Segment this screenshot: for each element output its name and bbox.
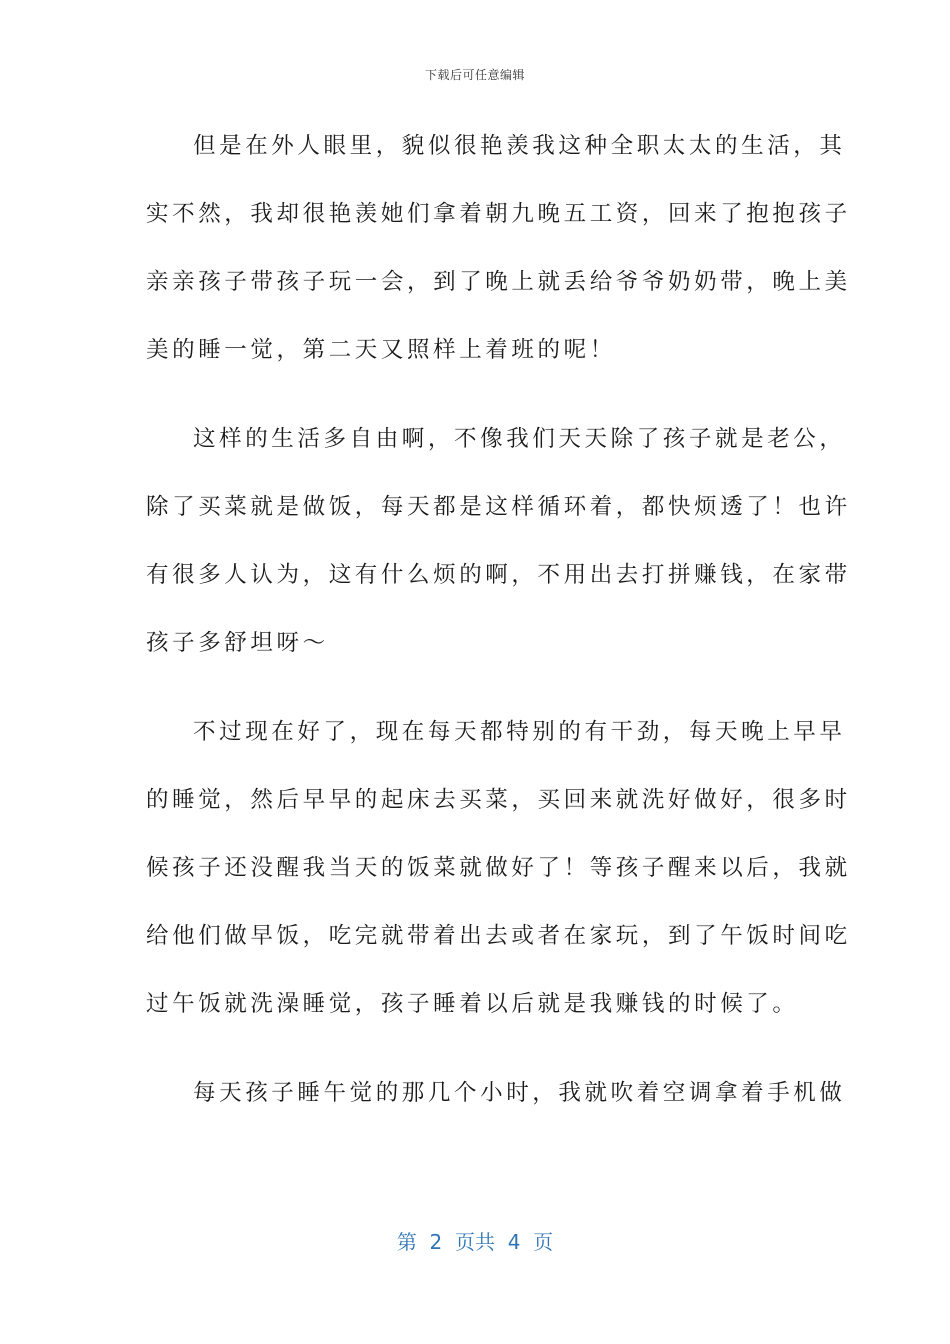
paragraph — [146, 421, 851, 693]
page-header: 下载后可任意编辑 — [424, 68, 525, 82]
paragraph-spacer — [146, 693, 796, 714]
paragraph-spacer — [146, 400, 796, 421]
paragraph-spacer — [146, 1054, 796, 1075]
paragraph-line: 有很多人认为，这有什么烦的啊，不用出去打拼赚钱，在家带 — [146, 562, 851, 588]
paragraph — [146, 128, 851, 400]
paragraph-line: 亲亲孩子带孩子玩一会，到了晚上就丢给爷爷奶奶带，晚上美 — [146, 269, 851, 295]
paragraph-line: 但是在外人眼里，貌似很艳羡我这种全职太太的生活，其 — [193, 133, 846, 159]
paragraph-line: 这样的生活多自由啊，不像我们天天除了孩子就是老公， — [193, 426, 846, 452]
document-body — [146, 128, 851, 1143]
paragraph-line: 的睡觉，然后早早的起床去买菜，买回来就洗好做好，很多时 — [146, 787, 851, 813]
paragraph-line: 候孩子还没醒我当天的饭菜就做好了！等孩子醒来以后，我就 — [146, 855, 851, 881]
paragraph — [146, 714, 851, 1054]
page-footer: 第 2 页共 4 页 — [396, 1230, 554, 1254]
paragraph-line: 除了买菜就是做饭，每天都是这样循环着，都快烦透了！也许 — [146, 494, 851, 520]
paragraph-line: 孩子多舒坦呀～ — [146, 630, 329, 656]
paragraph-line: 每天孩子睡午觉的那几个小时，我就吹着空调拿着手机做 — [193, 1080, 846, 1106]
paragraph-line: 不过现在好了，现在每天都特别的有干劲，每天晚上早早 — [193, 719, 846, 745]
paragraph — [146, 1075, 846, 1143]
paragraph-line: 美的睡一觉，第二天又照样上着班的呢！ — [146, 337, 616, 363]
paragraph-line: 过午饭就洗澡睡觉，孩子睡着以后就是我赚钱的时候了。 — [146, 991, 799, 1017]
paragraph-line: 给他们做早饭，吃完就带着出去或者在家玩，到了午饭时间吃 — [146, 923, 851, 949]
paragraph-line: 实不然，我却很艳羡她们拿着朝九晚五工资，回来了抱抱孩子 — [146, 201, 851, 227]
